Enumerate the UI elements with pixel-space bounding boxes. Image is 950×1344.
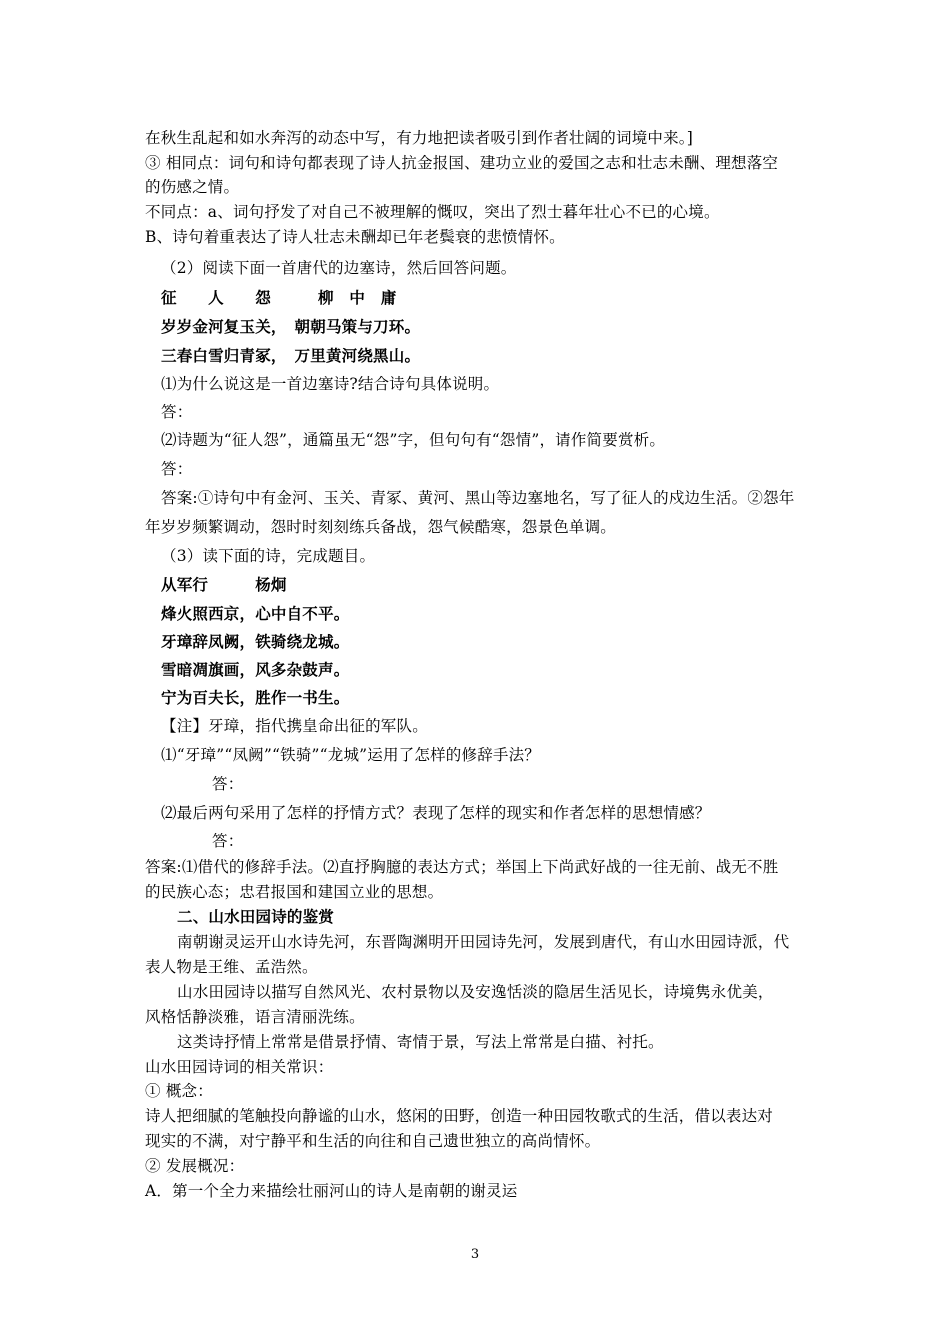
- poem-title: 从军行 杨炯: [161, 575, 287, 594]
- text-line: 不同点：a、词句抒发了对自己不被理解的慨叹，突出了烈士暮年壮心不已的心境。: [145, 203, 720, 221]
- poem-title: 征 人 怨 柳 中 庸: [161, 288, 397, 307]
- question-heading: （3）读下面的诗，完成题目。: [161, 547, 376, 565]
- text-line: 的伤感之情。: [145, 178, 240, 196]
- poem-line: 三春白雪归青冢， 万里黄河绕黑山。: [161, 346, 421, 365]
- body-text: A．第一个全力来描绘壮丽河山的诗人是南朝的谢灵运: [145, 1182, 518, 1200]
- text-line: B、诗句着重表达了诗人壮志未酬却已年老鬓衰的悲愤情怀。: [145, 228, 565, 246]
- body-text: 南朝谢灵运开山水诗先河，东晋陶渊明开田园诗先河，发展到唐代，有山水田园诗派，代: [177, 933, 790, 951]
- body-text: ① 概念：: [145, 1082, 213, 1100]
- body-text: 表人物是王维、孟浩然。: [145, 958, 318, 976]
- question-heading: （2）阅读下面一首唐代的边塞诗，然后回答问题。: [161, 259, 517, 277]
- poem-line: 雪暗凋旗画，风多杂鼓声。: [161, 660, 350, 679]
- body-text: 诗人把细腻的笔触投向静谧的山水，悠闲的田野，创造一种田园牧歌式的生活，借以表达对: [145, 1107, 774, 1125]
- body-text: ② 发展概况：: [145, 1157, 245, 1175]
- body-text: 山水田园诗以描写自然风光、农村景物以及安逸恬淡的隐居生活见长，诗境隽永优美，: [177, 983, 774, 1001]
- answer-label: 答：: [161, 460, 193, 478]
- body-text: 这类诗抒情上常常是借景抒情、寄情于景，写法上常常是白描、衬托。: [177, 1033, 664, 1051]
- poem-note: 【注】牙璋，指代携皇命出征的军队。: [161, 717, 428, 735]
- answer-text: 年岁岁频繁调动，怨时时刻刻练兵备战，怨气候酷寒，怨景色单调。: [145, 518, 617, 536]
- poem-line: 宁为百夫长，胜作一书生。: [161, 688, 350, 707]
- answer-text: 的民族心态；忠君报国和建国立业的思想。: [145, 883, 444, 901]
- question-item: ⑵诗题为“征人怨”，通篇虽无“怨”字，但句句有“怨情”，请作简要赏析。: [161, 431, 666, 449]
- question-item: ⑴为什么说这是一首边塞诗?结合诗句具体说明。: [161, 375, 500, 393]
- page-number: 3: [470, 1247, 480, 1262]
- answer-label: 答：: [212, 832, 244, 850]
- poem-line: 牙璋辞凤阙，铁骑绕龙城。: [161, 632, 350, 651]
- body-text: 山水田园诗词的相关常识：: [145, 1058, 334, 1076]
- body-text: 风格恬静淡雅，语言清丽洗练。: [145, 1008, 365, 1026]
- answer-text: 答案:⑴借代的修辞手法。⑵直抒胸臆的表达方式；举国上下尚武好战的一往无前、战无不胜: [145, 858, 779, 876]
- question-item: ⑴“牙璋”“凤阙”“铁骑”“龙城”运用了怎样的修辞手法？: [161, 746, 540, 764]
- answer-label: 答：: [212, 775, 244, 793]
- answer-label: 答：: [161, 403, 193, 421]
- body-text: 现实的不满，对宁静平和生活的向往和自己遗世独立的高尚情怀。: [145, 1132, 601, 1150]
- poem-line: 岁岁金河复玉关， 朝朝马策与刀环。: [161, 317, 421, 336]
- poem-line: 烽火照西京，心中自不平。: [161, 604, 350, 623]
- question-item: ⑵最后两句采用了怎样的抒情方式？表现了怎样的现实和作者怎样的思想情感？: [161, 804, 711, 822]
- answer-text: 答案:①诗句中有金河、玉关、青冢、黄河、黑山等边塞地名，写了征人的戍边生活。②怨年: [161, 489, 795, 507]
- text-line: ③ 相同点：词句和诗句都表现了诗人抗金报国、建功立业的爱国之志和壮志未酬、理想落空: [145, 154, 779, 172]
- text-line: 在秋生乱起和如水奔泻的动态中写，有力地把读者吸引到作者壮阔的词境中来。]: [145, 129, 693, 147]
- section-heading: 二、山水田园诗的鉴赏: [177, 907, 335, 926]
